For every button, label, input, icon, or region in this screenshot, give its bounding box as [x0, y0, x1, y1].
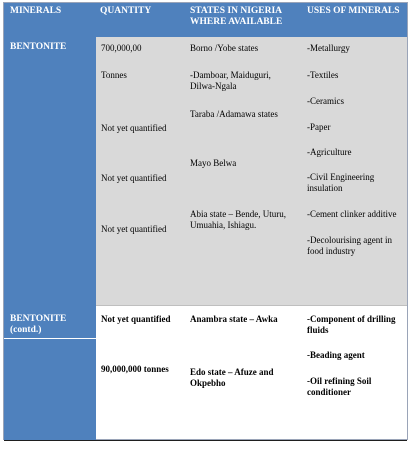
row-divider [4, 338, 96, 339]
row1-mineral: BENTONITE [10, 42, 67, 52]
row1-state: Dilwa-Ngala [190, 81, 237, 91]
row2-state: Okpebho [190, 378, 226, 388]
row1-use: -Agriculture [307, 147, 352, 157]
header-states-line1: STATES IN NIGERIA [190, 6, 283, 16]
row2-use: -Component of drilling [307, 314, 396, 324]
row2-mineral-contd: (contd.) [10, 325, 42, 335]
mineral-column [4, 37, 96, 440]
row2-use: conditioner [307, 387, 351, 397]
row1-state: Abia state – Bende, Uturu, [190, 209, 286, 219]
header-quantity: QUANTITY [100, 6, 152, 16]
row1-use: -Civil Engineering [307, 172, 375, 182]
row1-use: -Decolourising agent in [307, 235, 392, 245]
row1-quantity: Not yet quantified [101, 224, 167, 234]
row1-use: -Cement clinker additive [307, 209, 397, 219]
row1-use: -Ceramics [307, 96, 344, 106]
row2-use: -Oil refining Soil [307, 376, 372, 386]
row2-state: Edo state – Afuze and [190, 367, 274, 377]
row1-use: insulation [307, 183, 343, 193]
table-bottom-border [4, 440, 407, 441]
row1-state: Borno /Yobe states [190, 43, 259, 53]
row1-quantity: Not yet quantified [101, 123, 167, 133]
table-header [4, 3, 407, 37]
row2-mineral: BENTONITE [10, 314, 67, 324]
row-divider-line [96, 305, 407, 306]
row2-quantity: Not yet quantified [101, 314, 171, 324]
row1-state: -Damboar, Maiduguri, [190, 70, 271, 80]
row1-state: Taraba /Adamawa states [190, 109, 278, 119]
header-uses: USES OF MINERALS [307, 6, 400, 16]
row1-state: Umuahia, Ishiagu. [190, 220, 257, 230]
row1-quantity: Tonnes [101, 70, 127, 80]
row1-use: -Paper [307, 122, 331, 132]
row1-quantity: Not yet quantified [101, 173, 167, 183]
minerals-table [3, 2, 408, 440]
row1-use: food industry [307, 246, 356, 256]
row1-quantity: 700,000,00 [101, 43, 142, 53]
header-minerals: MINERALS [10, 6, 62, 16]
row2-quantity: 90,000,000 tonnes [101, 364, 169, 374]
row2-state: Anambra state – Awka [190, 314, 278, 324]
header-states-line2: WHERE AVAILABLE [190, 17, 283, 27]
row1-use: -Textiles [307, 70, 339, 80]
row2-use: fluids [307, 325, 329, 335]
row1-use: -Metallurgy [307, 43, 350, 53]
row2-use: -Beading agent [307, 350, 365, 360]
row1-state: Mayo Belwa [190, 158, 237, 168]
